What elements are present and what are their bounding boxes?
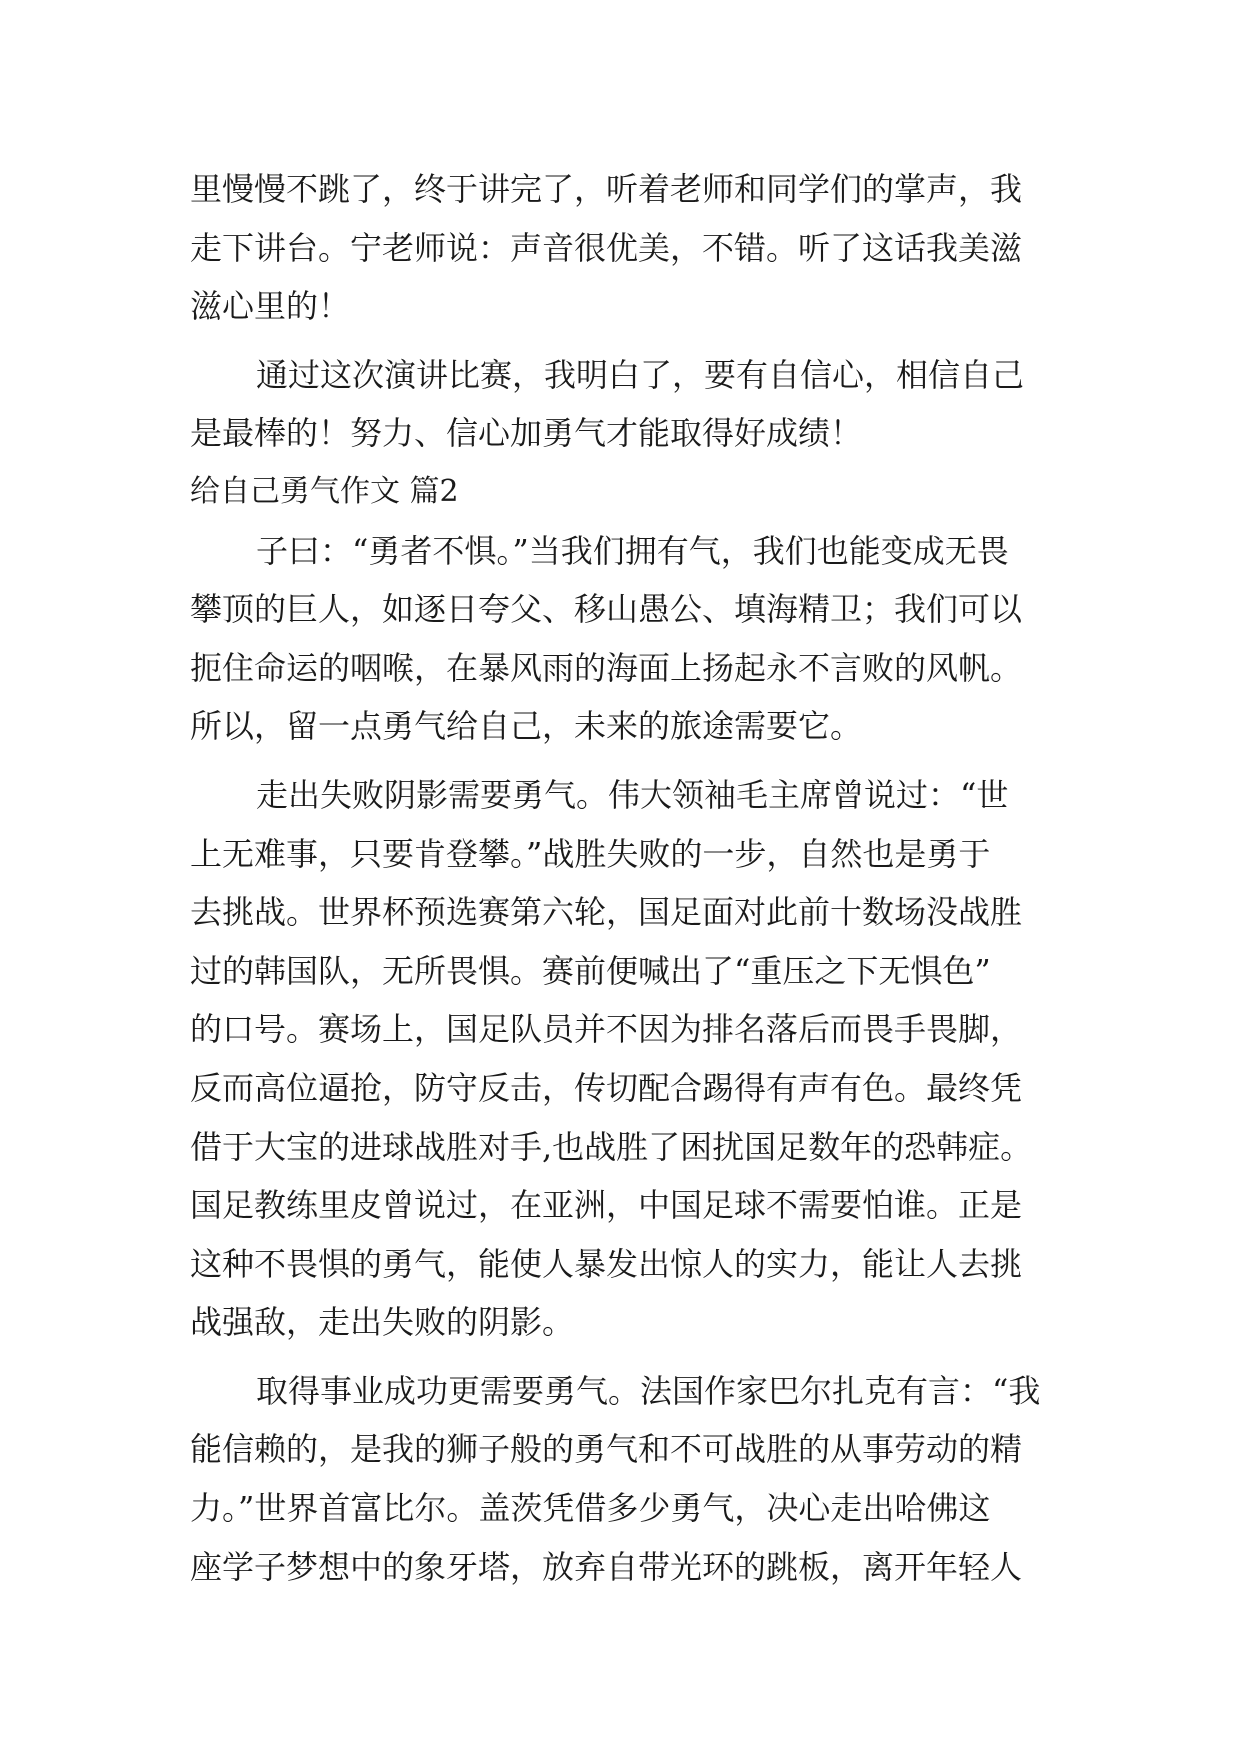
- text-line: 的口号。赛场上，国足队员并不因为排名落后而畏手畏脚，: [190, 1010, 1023, 1049]
- text-line: 滋心里的！: [190, 287, 351, 326]
- paragraph: [190, 1362, 1070, 1596]
- section-heading: [190, 463, 1070, 522]
- paragraph: [190, 766, 1070, 1352]
- text-line: 借于大宝的进球战胜对手,也战胜了困扰国足数年的恐韩症。: [190, 1127, 1033, 1166]
- text-line: 是最棒的！努力、信心加勇气才能取得好成绩！: [190, 414, 863, 453]
- text-line: 去挑战。世界杯预选赛第六轮，国足面对此前十数场没战胜: [190, 893, 1023, 932]
- paragraph-gap: [190, 336, 1070, 346]
- text-line: 扼住命运的咽喉，在暴风雨的海面上扬起永不言败的风帆。: [190, 648, 1023, 687]
- text-line: 里慢慢不跳了，终于讲完了，听着老师和同学们的掌声，我: [190, 170, 1023, 208]
- paragraph: [190, 522, 1070, 756]
- text-line: 走下讲台。宁老师说：声音很优美，不错。听了这话我美滋: [190, 228, 1023, 267]
- document-body: [190, 160, 1070, 1596]
- text-line: 所以，留一点勇气给自己，未来的旅途需要它。: [190, 707, 863, 746]
- paragraph: [190, 346, 1070, 463]
- heading-text: 给自己勇气作文 篇2: [190, 473, 459, 509]
- text-line: 座学子梦想中的象牙塔，放弃自带光环的跳板，离开年轻人: [190, 1547, 1023, 1586]
- text-line: 国足教练里皮曾说过，在亚洲，中国足球不需要怕谁。正是: [190, 1186, 1023, 1225]
- paragraph: [190, 160, 1070, 336]
- text-line: 过的韩国队，无所畏惧。赛前便喊出了“重压之下无惧色”: [190, 951, 991, 990]
- text-line: 上无难事，只要肯登攀。”战胜失败的一步，自然也是勇于: [190, 834, 991, 873]
- text-line: 走出失败阴影需要勇气。伟大领袖毛主席曾说过：“世: [256, 775, 1009, 814]
- text-line: 攀顶的巨人，如逐日夸父、移山愚公、填海精卫；我们可以: [190, 590, 1023, 629]
- text-line: 取得事业成功更需要勇气。法国作家巴尔扎克有言：“我: [256, 1371, 1041, 1410]
- text-line: 子曰：“勇者不惧。”当我们拥有气，我们也能变成无畏: [256, 531, 1009, 570]
- text-line: 力。”世界首富比尔。盖茨凭借多少勇气，决心走出哈佛这: [190, 1489, 991, 1528]
- text-line: 这种不畏惧的勇气，能使人暴发出惊人的实力，能让人去挑: [190, 1244, 1023, 1283]
- text-line: 战强敌，走出失败的阴影。: [190, 1303, 575, 1342]
- paragraph-gap: [190, 1352, 1070, 1362]
- text-line: 反而高位逼抢，防守反击，传切配合踢得有声有色。最终凭: [190, 1068, 1023, 1107]
- text-line: 能信赖的，是我的狮子般的勇气和不可战胜的从事劳动的精: [190, 1430, 1023, 1469]
- text-line: 通过这次演讲比赛，我明白了，要有自信心，相信自己: [256, 355, 1025, 394]
- paragraph-gap: [190, 756, 1070, 766]
